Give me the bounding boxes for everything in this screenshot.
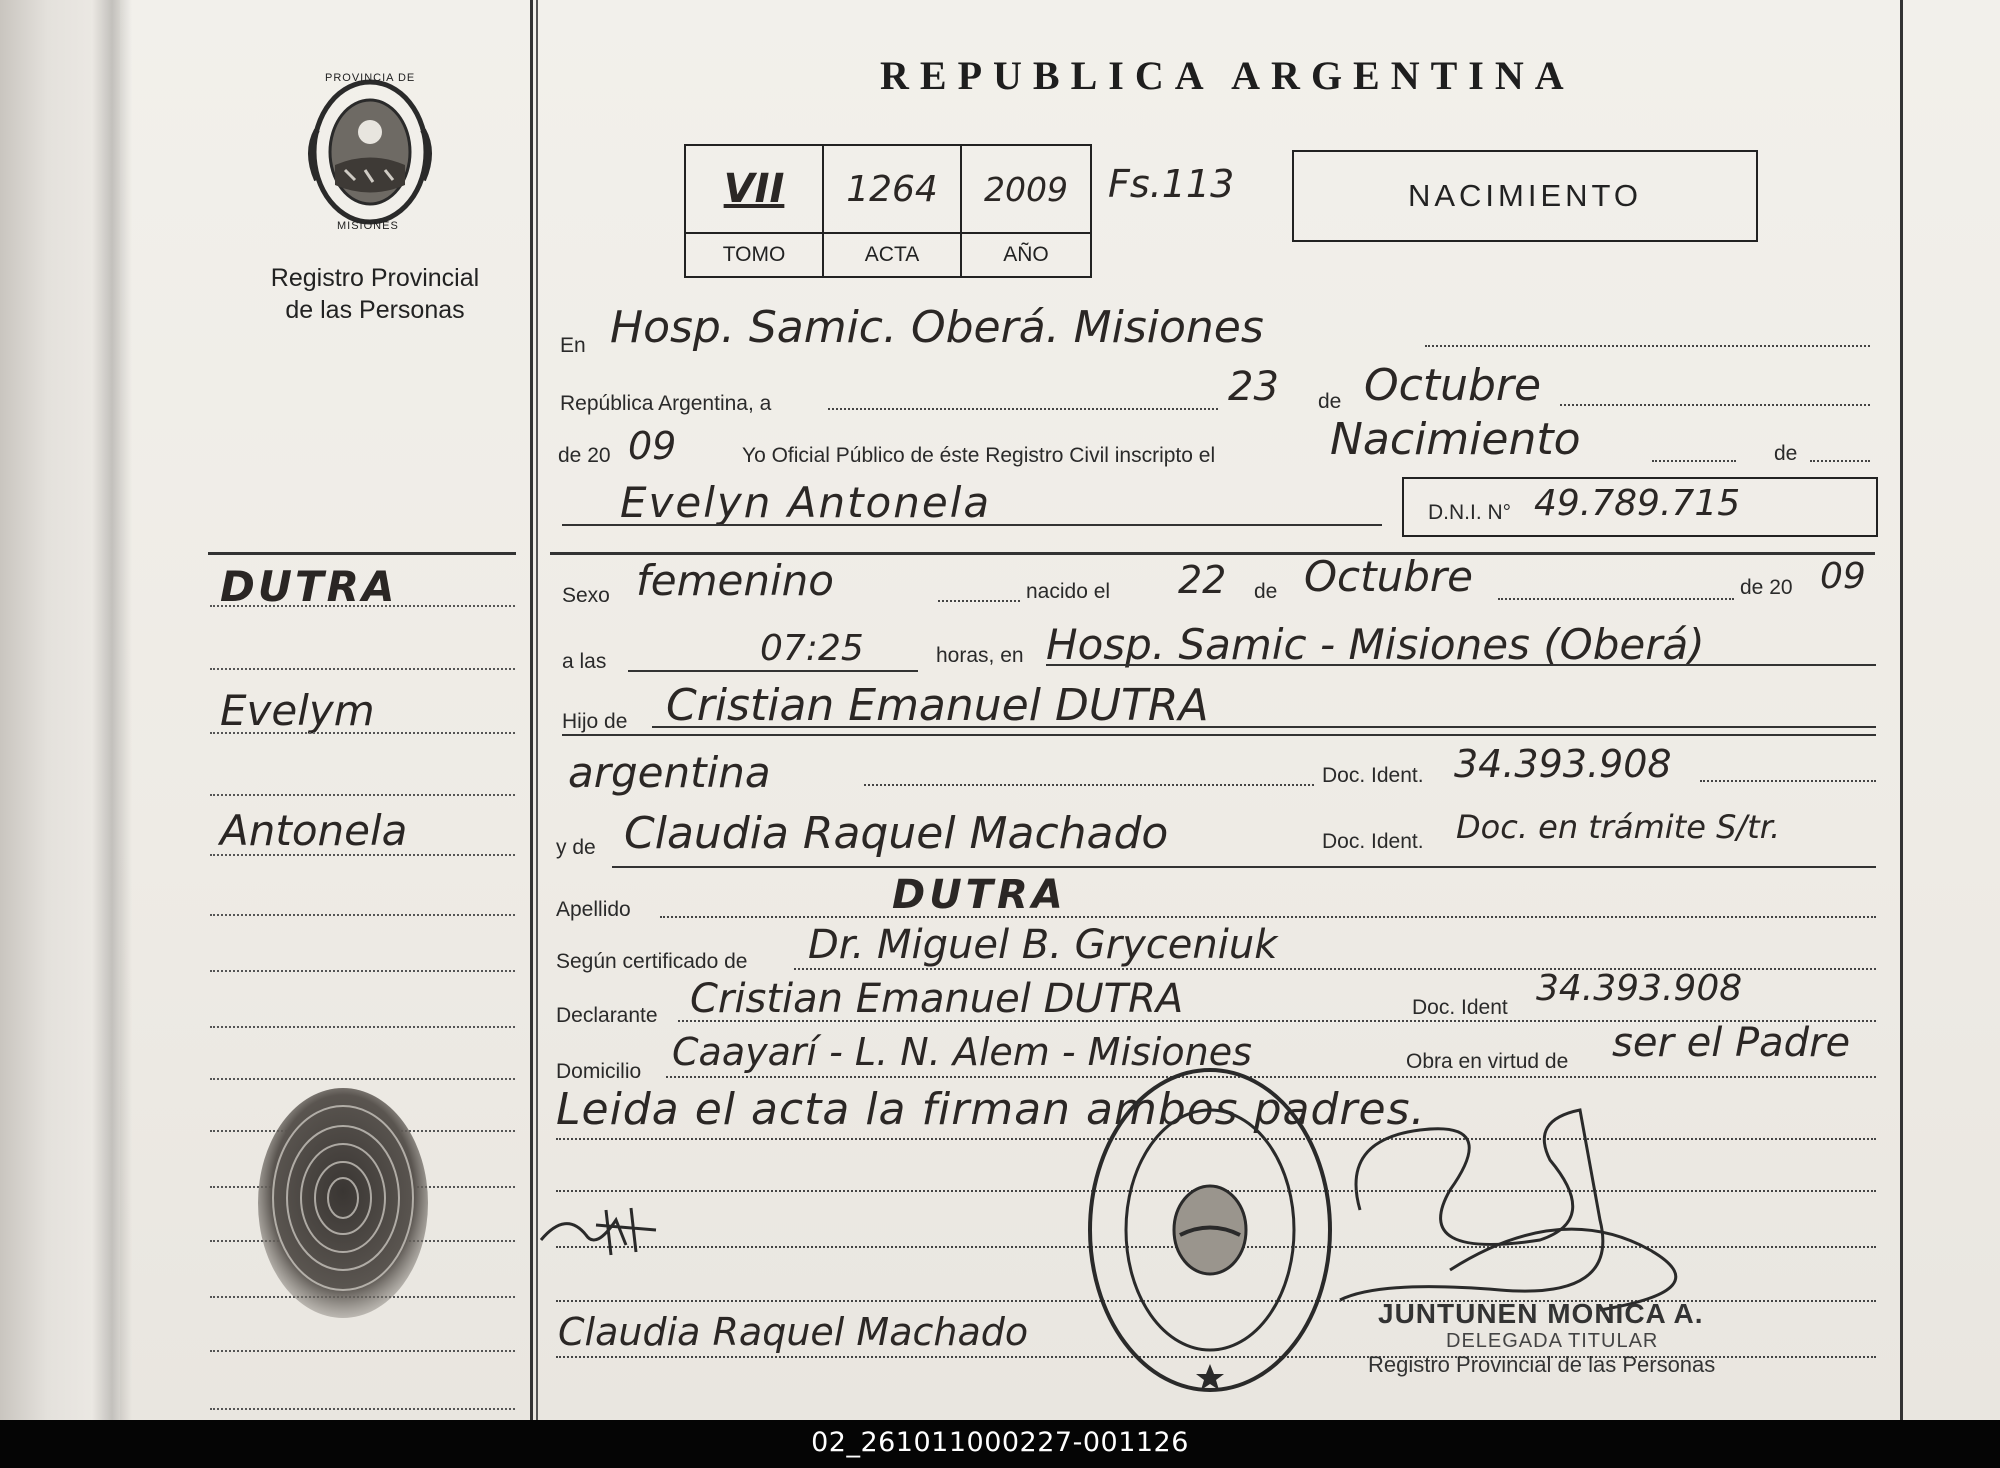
dni-box [1402, 477, 1878, 537]
sexo-label: Sexo [562, 584, 610, 607]
de20-label: de 20 [558, 444, 611, 467]
nacido-day: 22 [1178, 558, 1227, 602]
dni-label: D.N.I. N° [1428, 501, 1512, 524]
nacido-de-label: de [1254, 580, 1278, 603]
margin-line-14 [210, 1350, 515, 1352]
fingerprint-icon [248, 1078, 438, 1328]
padre-doc-line [1700, 780, 1876, 782]
margin-line-15 [210, 1408, 515, 1410]
column-divider-left [530, 0, 533, 1420]
seal-top-text: PROVINCIA DE [325, 72, 416, 84]
margin-line-3 [210, 732, 515, 734]
acta-label: ACTA [864, 243, 920, 266]
lugar-line [1046, 664, 1876, 666]
en-label: En [560, 334, 586, 357]
oficial-text: Yo Oficial Público de éste Registro Civil inscripto el [742, 444, 1216, 467]
nacido-line [1498, 598, 1734, 600]
doc-ident-label: Doc. Ident. [1322, 764, 1424, 787]
margin-nombre1: Evelym [220, 686, 375, 735]
official-org: Registro Provincial de las Personas [1368, 1352, 1716, 1377]
nacionalidad-line [864, 784, 1314, 786]
margin-line-2 [210, 668, 515, 670]
apellido-label: Apellido [556, 898, 631, 921]
declarante-value: Cristian Emanuel DUTRA [690, 976, 1184, 1022]
inscripto-line [1652, 460, 1736, 462]
padre-line-2 [562, 734, 1876, 736]
month-line [1560, 404, 1870, 406]
certificado-value: Dr. Miguel B. Gryceniuk [808, 922, 1278, 968]
alas-label: a las [562, 650, 607, 673]
padre-value: Cristian Emanuel DUTRA [666, 680, 1209, 731]
record-box [684, 144, 1092, 278]
provincial-seal-icon [295, 70, 445, 240]
column-divider-right [1900, 0, 1903, 1420]
tomo-cell [686, 146, 824, 276]
registry-name [230, 262, 520, 326]
nacido-month: Octubre [1304, 552, 1474, 601]
official-signature [1300, 1100, 1760, 1330]
official-title: DELEGADA TITULAR [1446, 1330, 1659, 1352]
inscripto-value: Nacimiento [1330, 414, 1581, 465]
madre-doc: Doc. en trámite S/tr. [1456, 808, 1781, 846]
binding-shadow [92, 0, 132, 1420]
padre-line [652, 726, 1876, 728]
document-title: REPUBLICA ARGENTINA [880, 53, 1575, 98]
tomo-value: VII [723, 166, 785, 212]
nombre-value: Evelyn Antonela [620, 478, 992, 527]
doc-ident-madre-label: Doc. Ident. [1322, 830, 1424, 853]
madre-line [612, 866, 1876, 868]
anio-value: 2009 [984, 169, 1068, 209]
yde-label: y de [556, 836, 596, 859]
dni-value: 49.789.715 [1534, 483, 1741, 524]
sexo-value: femenino [636, 556, 834, 605]
margin-line-6 [210, 914, 515, 916]
republica-label: República Argentina, a [560, 392, 772, 415]
madre-value: Claudia Raquel Machado [624, 808, 1169, 859]
declarante-label: Declarante [556, 1004, 658, 1027]
apellido-value: DUTRA [892, 872, 1067, 918]
margin-nombre2: Antonela [220, 806, 408, 855]
domicilio-value: Caayarí - L. N. Alem - Misiones [672, 1030, 1252, 1074]
nacido-year-label: de 20 [1740, 576, 1793, 599]
nacido-label: nacido el [1026, 580, 1111, 603]
doc-ident2-label: Doc. Ident [1412, 996, 1508, 1019]
folio-number: Fs.113 [1108, 162, 1235, 206]
hijo-label: Hijo de [562, 710, 628, 733]
en-value: Hosp. Samic. Oberá. Misiones [610, 302, 1264, 353]
initials-signature [536, 1200, 666, 1260]
registry-name-line2: de las Personas [285, 296, 465, 324]
margin-line-8 [210, 1026, 515, 1028]
en-line [1425, 345, 1870, 347]
margin-line-5 [210, 854, 515, 856]
nacido-year: 09 [1820, 556, 1866, 597]
margin-line-4 [210, 794, 515, 796]
de-end-line [1810, 460, 1870, 462]
seal-bottom-text: MISIONES [337, 220, 399, 232]
apellido-line [660, 916, 1876, 918]
tomo-label: TOMO [722, 243, 786, 266]
obra-label: Obra en virtud de [1406, 1050, 1569, 1073]
margin-line-1 [210, 605, 515, 607]
de-label: de [1318, 390, 1342, 413]
anio-label: AÑO [1003, 243, 1049, 266]
margin-line-7 [210, 970, 515, 972]
domicilio-label: Domicilio [556, 1060, 642, 1083]
nota-value: Leida el acta la firman ambos padres. [556, 1084, 1426, 1135]
hora-line [628, 670, 918, 672]
lugar-value: Hosp. Samic - Misiones (Oberá) [1046, 620, 1705, 669]
day-value: 23 [1228, 364, 1279, 410]
hora-value: 07:25 [760, 628, 864, 669]
madre-signature: Claudia Raquel Machado [558, 1310, 1029, 1354]
certificado-label: Según certificado de [556, 950, 748, 973]
padre-doc: 34.393.908 [1454, 742, 1672, 786]
scan-id-footer: 02_261011000227-001126 [0, 1420, 2000, 1468]
acta-cell [824, 146, 962, 276]
year-value: 09 [628, 424, 677, 468]
anio-cell [962, 146, 1090, 276]
nombre-line [562, 524, 1382, 526]
sexo-line [938, 600, 1020, 602]
horas-label: horas, en [936, 644, 1024, 667]
official-name: JUNTUNEN MONICA A. [1378, 1298, 1704, 1329]
section-divider [550, 552, 1875, 555]
month-value: Octubre [1364, 360, 1542, 411]
acta-value: 1264 [846, 168, 938, 210]
margin-divider [208, 552, 516, 555]
republica-line [828, 408, 1218, 410]
declarante-doc: 34.393.908 [1536, 968, 1743, 1009]
margin-apellido: DUTRA [220, 562, 398, 611]
nacionalidad-value: argentina [568, 748, 771, 797]
de-end-label: de [1774, 442, 1798, 465]
record-type: NACIMIENTO [1292, 150, 1758, 242]
registry-name-line1: Registro Provincial [270, 264, 480, 292]
obra-value: ser el Padre [1612, 1020, 1851, 1066]
